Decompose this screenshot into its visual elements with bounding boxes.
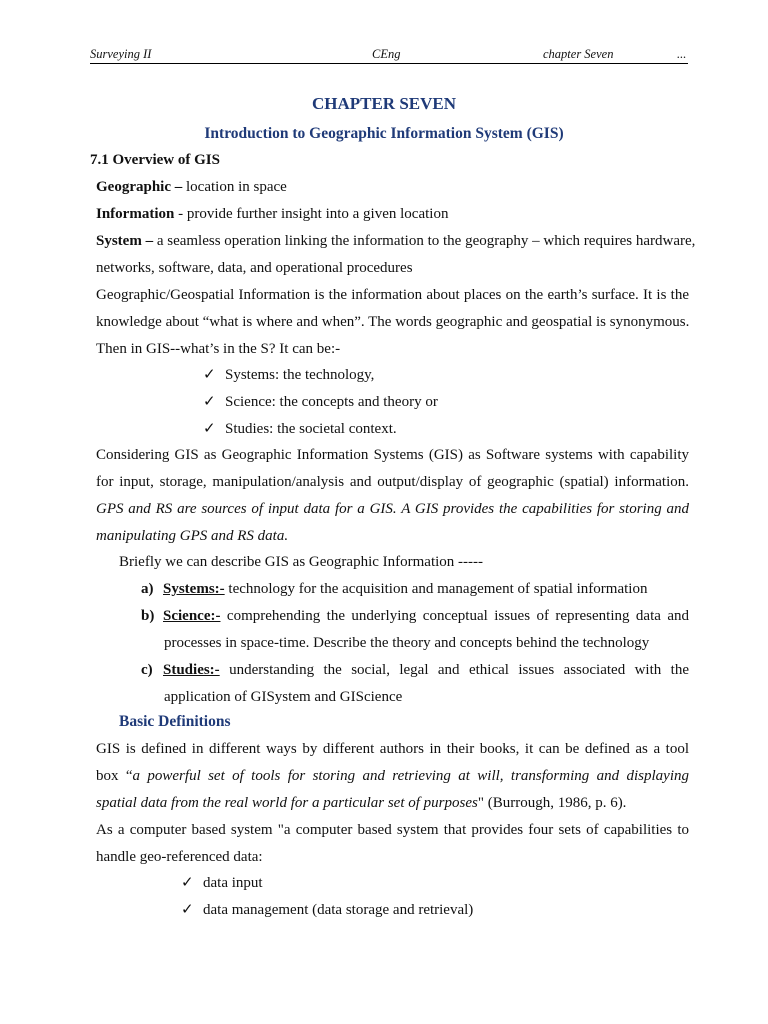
list-item-text: comprehending the underlying conceptual issues of representing data and <box>226 608 690 624</box>
paragraph-line-italic: GPS and RS are sources of input data for a GIS. A GIS provides the capabilities for storing and <box>96 501 689 517</box>
quote-text: spatial data from the real world for a particular set of purposes <box>96 795 478 811</box>
check-icon: ✓ <box>203 367 216 383</box>
definition-term: System <box>96 233 142 249</box>
check-icon: ✓ <box>203 421 216 437</box>
header-dots: ... <box>677 47 687 61</box>
list-item-text: Science: the concepts and theory or <box>225 394 438 410</box>
list-item <box>203 366 374 384</box>
header-course: Surveying II <box>90 47 152 61</box>
quote-open: box “ <box>96 768 133 784</box>
list-item-text: technology for the acquisition and management of spatial information <box>228 581 648 597</box>
definition-separator: - <box>174 206 187 222</box>
chapter-title: CHAPTER SEVEN <box>311 94 457 113</box>
definition-term: Geographic <box>96 179 171 195</box>
list-label: b) <box>141 608 155 624</box>
check-icon: ✓ <box>181 875 194 891</box>
paragraph-line-italic: manipulating GPS and RS data. <box>96 528 289 544</box>
definition-information <box>96 205 448 223</box>
list-item <box>203 393 438 411</box>
quote-text: a powerful set of tools for storing and retrieving at will, transforming and displaying <box>132 768 689 784</box>
list-item <box>203 420 397 438</box>
definition-term: Information <box>96 206 175 222</box>
definition-text: provide further insight into a given location <box>186 206 449 222</box>
list-item-text: understanding the social, legal and ethical issues associated with the <box>229 662 689 678</box>
paragraph-line: handle geo-referenced data: <box>96 849 263 865</box>
list-item-c <box>141 661 689 679</box>
definition-separator: – <box>171 179 186 195</box>
list-item <box>181 901 473 919</box>
paragraph-line: for input, storage, manipulation/analysis and output/display of geographic (spatial) information. <box>96 474 689 490</box>
paragraph-line: As a computer based system "a computer based system that provides four sets of capabilities to <box>96 822 689 838</box>
definition-system <box>96 232 696 250</box>
paragraph-line: Geographic/Geospatial Information is the information about places on the earth’s surface. It is the <box>96 287 689 303</box>
list-item <box>181 874 263 892</box>
check-icon: ✓ <box>203 394 216 410</box>
list-term: Systems:- <box>163 581 225 597</box>
list-item-text: data management (data storage and retrieval) <box>203 902 474 918</box>
list-item-text: Systems: the technology, <box>225 367 375 383</box>
paragraph-line <box>96 767 689 785</box>
list-item-a <box>141 580 647 598</box>
list-label: c) <box>141 662 153 678</box>
paragraph-line: Considering GIS as Geographic Information Systems (GIS) as Software systems with capability <box>96 447 689 463</box>
list-item-b-continued: processes in space-time. Describe the theory and concepts behind the technology <box>164 635 650 651</box>
list-term: Science:- <box>163 608 221 624</box>
list-label: a) <box>141 581 154 597</box>
list-item-c-continued: application of GISystem and GIScience <box>164 689 403 705</box>
page-header <box>90 46 688 64</box>
paragraph-line: Then in GIS--what’s in the S? It can be:- <box>96 341 341 357</box>
citation: " (Burrough, 1986, p. 6). <box>477 795 627 811</box>
definition-separator: – <box>141 233 157 249</box>
list-term: Studies:- <box>163 662 220 678</box>
header-chapter: chapter Seven <box>543 47 614 61</box>
list-item-b <box>141 607 689 625</box>
basic-definitions-heading: Basic Definitions <box>119 713 231 730</box>
paragraph-line: knowledge about “what is where and when”. The words geographic and geospatial is synonymous. <box>96 314 690 330</box>
definition-text: a seamless operation linking the information to the geography – which requires hardware, <box>156 233 696 249</box>
definition-system-continued: networks, software, data, and operational procedures <box>96 260 413 276</box>
list-item-text: Studies: the societal context. <box>225 421 397 437</box>
definition-geographic <box>96 178 287 196</box>
section-heading: 7.1 Overview of GIS <box>90 152 220 168</box>
paragraph-line <box>96 794 626 812</box>
definition-text: location in space <box>186 179 287 195</box>
check-icon: ✓ <box>181 902 194 918</box>
paragraph-line: GIS is defined in different ways by different authors in their books, it can be defined as a tool <box>96 741 689 757</box>
briefly-line: Briefly we can describe GIS as Geographic Information ----- <box>119 554 484 570</box>
chapter-subtitle: Introduction to Geographic Information System (GIS) <box>204 125 564 142</box>
list-item-text: data input <box>203 875 263 891</box>
header-department: CEng <box>372 47 401 61</box>
